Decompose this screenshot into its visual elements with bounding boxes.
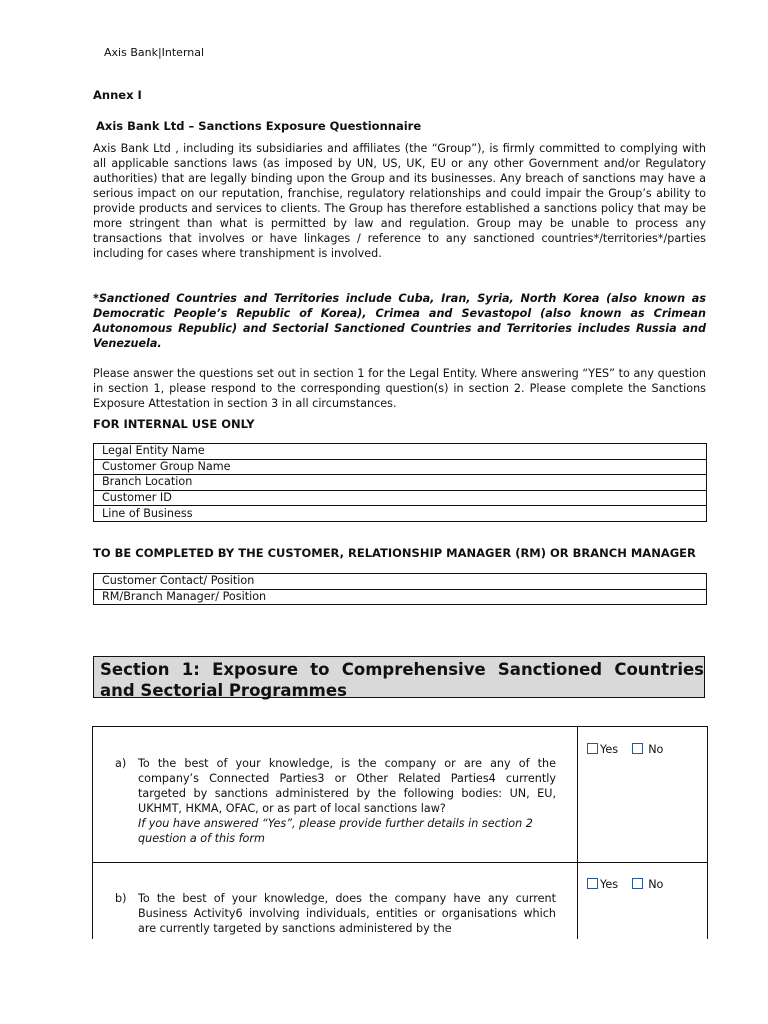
no-checkbox[interactable] xyxy=(632,878,643,889)
internal-use-table xyxy=(93,443,707,522)
row-divider xyxy=(93,862,707,863)
branch-location-field[interactable]: Branch Location xyxy=(94,475,707,491)
line-of-business-field[interactable]: Line of Business xyxy=(94,506,707,522)
sanctioned-countries-note: *Sanctioned Countries and Territories include Cuba, Iran, Syria, North Korea (also known as Democratic People’s Republic of Korea), Crimea and Sevastopol (also known as Crimean Autonomous Republic) and Sectorial Sanctioned Countries and Territories includes Russia and Venezuela. xyxy=(93,292,706,350)
table-row xyxy=(94,475,707,491)
internal-use-heading: FOR INTERNAL USE ONLY xyxy=(93,417,255,431)
table-row xyxy=(94,506,707,522)
classification-label: Axis Bank|Internal xyxy=(104,46,205,59)
question-a-options xyxy=(587,743,663,756)
question-a-body: To the best of your knowledge, is the company or are any of the company’s Connected Parties3 or Other Related Parties4 currently targeted by sanctions administered by the following bodies: UN, EU, UKHMT, HKMA, OFAC, or as part of local sanctions law? xyxy=(138,757,556,815)
customer-group-name-field[interactable]: Customer Group Name xyxy=(94,459,707,475)
yes-label: Yes xyxy=(600,743,619,756)
table-row xyxy=(94,490,707,506)
yes-checkbox[interactable] xyxy=(587,743,598,754)
question-b-body: To the best of your knowledge, does the company have any current Business Activity6 involving individuals, entities or organisations which are currently targeted by sanctions administered by the xyxy=(138,892,556,935)
yes-checkbox[interactable] xyxy=(587,878,598,889)
annex-label: Annex I xyxy=(93,88,142,102)
no-label: No xyxy=(648,878,664,891)
rm-branch-manager-field[interactable]: RM/Branch Manager/ Position xyxy=(94,589,707,605)
section-1-questions-table xyxy=(92,726,708,939)
question-text xyxy=(138,756,556,846)
question-letter: a) xyxy=(115,757,127,770)
customer-id-field[interactable]: Customer ID xyxy=(94,490,707,506)
table-row xyxy=(94,589,707,605)
no-checkbox[interactable] xyxy=(632,743,643,754)
question-text xyxy=(138,891,556,936)
intro-paragraph: Axis Bank Ltd , including its subsidiaries and affiliates (the “Group”), is firmly committed to complying with all applicable sanctions laws (as imposed by UN, US, UK, EU or any other Government and/or Regulatory authorities) that are legally binding upon the Group and its businesses. Any breach of sanctions may have a serious impact on our reputation, franchise, regulatory relationships and could impair the Group’s ability to provide products and services to clients. The Group has therefore established a sanctions policy that may be more stringent than what is permitted by law and regulation. Group may be unable to process any transactions that involves or have linkages / reference to any sanctioned countries*/territories*/parties including for cases where transhipment is involved. xyxy=(93,142,706,260)
customer-section-heading: TO BE COMPLETED BY THE CUSTOMER, RELATIONSHIP MANAGER (RM) OR BRANCH MANAGER xyxy=(93,546,696,560)
instructions-paragraph: Please answer the questions set out in section 1 for the Legal Entity. Where answering “YES” to any question in section 1, please respond to the corresponding question(s) in section 2. Please complete the Sanctions Exposure Attestation in section 3 in all circumstances. xyxy=(93,367,706,410)
question-letter: b) xyxy=(115,892,127,905)
question-a-note: If you have answered “Yes”, please provide further details in section 2 question a of this form xyxy=(138,817,533,845)
table-row xyxy=(94,459,707,475)
question-b-options xyxy=(587,878,663,891)
no-label: No xyxy=(648,743,664,756)
yes-label: Yes xyxy=(600,878,619,891)
column-divider xyxy=(577,727,578,939)
customer-contact-table xyxy=(93,573,707,605)
customer-contact-field[interactable]: Customer Contact/ Position xyxy=(94,574,707,590)
table-row xyxy=(94,444,707,460)
table-row xyxy=(94,574,707,590)
section-1-heading: Section 1: Exposure to Comprehensive Sanctioned Countries and Sectorial Programmes xyxy=(93,656,705,698)
questionnaire-title: Axis Bank Ltd – Sanctions Exposure Questionnaire xyxy=(96,119,422,133)
legal-entity-name-field[interactable]: Legal Entity Name xyxy=(94,444,707,460)
